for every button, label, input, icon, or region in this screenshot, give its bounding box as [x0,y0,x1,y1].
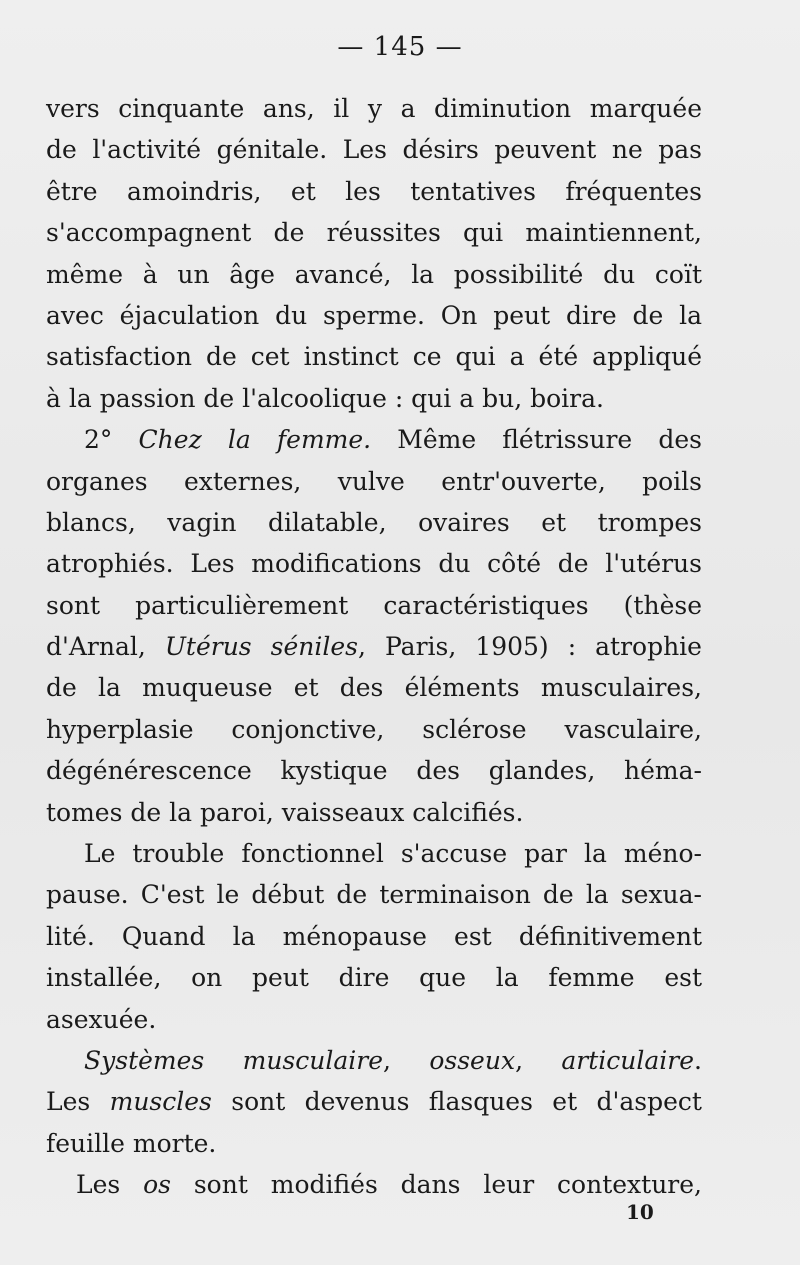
text-line [46,171,702,212]
text-segment: atrophiés. Les modifications du côté de l'utérus [46,549,702,579]
text-segment: lité. Quand la ménopause est définitivement [46,921,702,951]
text-segment: sont modifiés dans leur contexture, [170,1170,702,1200]
text-line [46,212,702,253]
page-number: — 145 — [337,32,463,62]
text-segment: d'Arnal, [46,632,165,662]
text-segment: Même flétrissure des [371,425,702,455]
text-line [46,1040,702,1081]
italic-text: Utérus séniles [164,632,358,662]
text-line [46,957,702,998]
text-line [46,1123,702,1164]
text-segment: , [383,1045,430,1075]
text-segment: à la passion de l'alcoolique : qui a bu, boira. [46,383,604,413]
text-segment: hyperplasie conjonctive, sclérose vasculaire, [46,714,702,744]
text-line [46,874,702,915]
text-line [46,833,702,874]
text-segment: Le trouble fonctionnel s'accuse par la méno- [84,839,702,869]
text-line [46,667,702,708]
text-line [46,626,702,667]
body-text [46,88,702,1206]
text-segment: , Paris, 1905) : atrophie [358,632,702,662]
text-segment: dégénérescence kystique des glandes, héma- [46,756,702,786]
text-line [46,254,702,295]
text-line [46,709,702,750]
text-line [46,461,702,502]
text-line [46,378,702,419]
italic-text: muscles [109,1087,212,1117]
text-segment: feuille morte. [46,1128,217,1158]
text-line [46,88,702,129]
italic-text: Systèmes musculaire [84,1045,384,1075]
italic-text: osseux [429,1045,516,1075]
text-segment: organes externes, vulve entr'ouverte, poils [46,466,702,496]
text-line [46,585,702,626]
text-line [46,1081,702,1122]
signature-mark: 10 [626,1200,654,1224]
text-line [46,792,702,833]
text-line [46,502,702,543]
text-line [46,295,702,336]
text-segment: Les [46,1087,110,1117]
text-segment: de la muqueuse et des éléments musculaires, [46,673,702,703]
text-segment: , [515,1045,562,1075]
italic-text: Chez la femme. [138,425,372,455]
text-segment: satisfaction de cet instinct ce qui a été appliqué [46,342,702,372]
text-segment: . [694,1045,702,1075]
text-segment: même à un âge avancé, la possibilité du coït [46,259,702,289]
text-line [46,129,702,170]
italic-text: os [143,1170,171,1200]
text-segment: blancs, vagin dilatable, ovaires et trompes [46,507,702,537]
text-segment: tomes de la paroi, vaisseaux calcifiés. [46,797,524,827]
text-segment: être amoindris, et les tentatives fréquentes [46,176,702,206]
text-segment: installée, on peut dire que la femme est [46,963,702,993]
text-line [46,750,702,791]
text-segment: sont particulièrement caractéristiques (thèse [46,590,702,620]
italic-text: articulaire [561,1045,695,1075]
text-segment: vers cinquante ans, il y a diminution marquée [46,94,702,123]
text-line [46,916,702,957]
text-segment: pause. C'est le début de terminaison de la sexua- [46,880,702,910]
text-segment: sont devenus flasques et d'aspect [211,1087,702,1117]
text-line [46,999,702,1040]
text-line [46,336,702,377]
text-line [46,1164,702,1205]
text-segment: de l'activité génitale. Les désirs peuvent ne pas [46,135,702,165]
text-segment: asexuée. [46,1004,157,1034]
text-segment: s'accompagnent de réussites qui maintiennent, [46,218,702,248]
text-line [46,543,702,584]
text-line [46,419,702,460]
text-segment: Les [76,1170,144,1200]
text-segment: avec éjaculation du sperme. On peut dire de la [46,300,702,330]
text-segment: 2° [84,425,139,455]
